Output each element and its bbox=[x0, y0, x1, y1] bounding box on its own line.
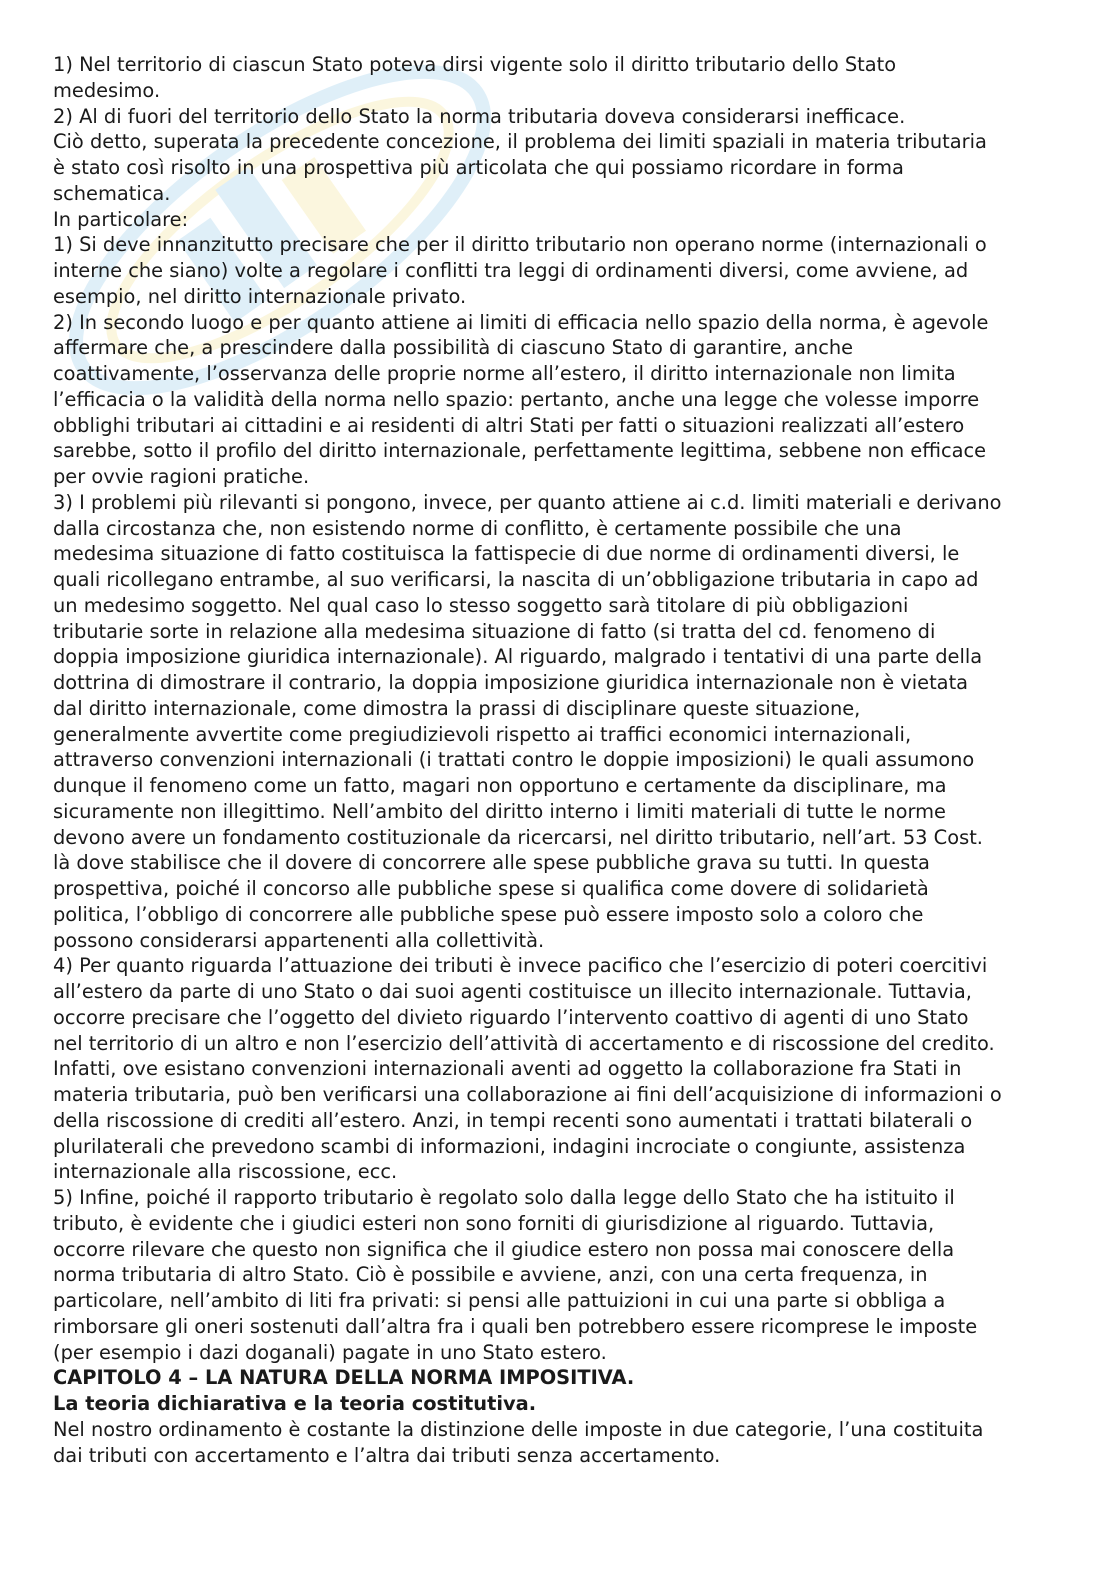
text-line: quali ricollegano entrambe, al suo verificarsi, la nascita di un’obbligazione tributaria in capo ad bbox=[53, 568, 979, 591]
text-line: là dove stabilisce che il dovere di concorrere alle spese pubbliche grava su tutti. In questa bbox=[53, 851, 930, 875]
text-line: 3) I problemi più rilevanti si pongono, invece, per quanto attiene ai c.d. limiti materiali e derivano bbox=[53, 490, 1002, 514]
text-line: interne che siano) volte a regolare i conflitti tra leggi di ordinamenti diversi, come avviene, ad bbox=[53, 259, 969, 282]
text-line: particolare, nell’ambito di liti fra privati: si pensi alle pattuizioni in cui una parte si obbliga a bbox=[53, 1289, 946, 1312]
text-line: Nel nostro ordinamento è costante la distinzione delle imposte in due categorie, l’una costituita bbox=[53, 1417, 984, 1441]
text-line: sarebbe, sotto il profilo del diritto internazionale, perfettamente legittima, sebbene non efficace bbox=[53, 439, 987, 463]
text-line: 1) Nel territorio di ciascun Stato poteva dirsi vigente solo il diritto tributario dello Stato bbox=[53, 53, 897, 76]
text-line: affermare che, a prescindere dalla possibilità di ciascuno Stato di garantire, anche bbox=[53, 336, 854, 360]
text-line: obblighi tributari ai cittadini e ai residenti di altri Stati per fatti o situazioni realizzati all’estero bbox=[53, 413, 965, 437]
section-heading: La teoria dichiarativa e la teoria costitutiva. bbox=[53, 1392, 537, 1415]
text-line: 5) Infine, poiché il rapporto tributario è regolato solo dalla legge dello Stato che ha istituito il bbox=[53, 1186, 955, 1209]
text-line: attraverso convenzioni internazionali (i trattati contro le doppie imposizioni) le quali assumono bbox=[53, 748, 975, 772]
text-line: dai tributi con accertamento e l’altra dai tributi senza accertamento. bbox=[53, 1443, 721, 1467]
text-line: per ovvie ragioni pratiche. bbox=[53, 465, 310, 488]
text-line: possono considerarsi appartenenti alla collettività. bbox=[53, 928, 545, 952]
text-line: politica, l’obbligo di concorrere alle pubbliche spese può essere imposto solo a coloro che bbox=[53, 902, 924, 926]
text-line: coattivamente, l’osservanza delle proprie norme all’estero, il diritto internazionale non limita bbox=[53, 362, 956, 385]
section-heading: CAPITOLO 4 – LA NATURA DELLA NORMA IMPOSITIVA. bbox=[53, 1366, 635, 1390]
text-line: medesimo. bbox=[53, 78, 161, 102]
text-line: materia tributaria, può ben verificarsi una collaborazione ai fini dell’acquisizione di informazioni o bbox=[53, 1083, 1002, 1106]
text-line: Ciò detto, superata la precedente concezione, il problema dei limiti spaziali in materia tributaria bbox=[53, 130, 987, 154]
text-line: 2) In secondo luogo e per quanto attiene ai limiti di efficacia nello spazio della norma, è agevole bbox=[53, 310, 989, 334]
text-line: In particolare: bbox=[53, 207, 189, 231]
text-line: esempio, nel diritto internazionale privato. bbox=[53, 284, 467, 308]
text-line: dunque il fenomeno come un fatto, magari non opportuno e certamente da disciplinare, ma bbox=[53, 774, 947, 797]
text-line: l’efficacia o la validità della norma nello spazio: pertanto, anche una legge che volesse imporre bbox=[53, 387, 980, 411]
text-line: schematica. bbox=[53, 181, 171, 205]
text-line: dal diritto internazionale, come dimostra la prassi di disciplinare queste situazione, bbox=[53, 696, 861, 720]
text-line: della riscossione di crediti all’estero. Anzi, in tempi recenti sono aumentati i trattati bilaterali o bbox=[53, 1108, 973, 1132]
text-line: occorre rilevare che questo non significa che il giudice estero non possa mai conoscere della bbox=[53, 1237, 955, 1261]
text-line: medesima situazione di fatto costituisca la fattispecie di due norme di ordinamenti diversi, le bbox=[53, 542, 960, 566]
text-line: tributo, è evidente che i giudici esteri non sono forniti di giurisdizione al riguardo. Tuttavia, bbox=[53, 1211, 935, 1235]
text-line: 1) Si deve innanzitutto precisare che per il diritto tributario non operano norme (internazionali o bbox=[53, 233, 987, 257]
text-line: è stato così risolto in una prospettiva più articolata che qui possiamo ricordare in forma bbox=[53, 156, 904, 179]
text-line: generalmente avvertite come pregiudizievoli rispetto ai traffici economici internazionali, bbox=[53, 722, 912, 746]
text-line: 4) Per quanto riguarda l’attuazione dei tributi è invece pacifico che l’esercizio di poteri coercitivi bbox=[53, 954, 988, 978]
text-line: rimborsare gli oneri sostenuti dall’altra fra i quali ben potrebbero essere ricomprese le imposte bbox=[53, 1314, 978, 1338]
text-line: plurilaterali che prevedono scambi di informazioni, indagini incrociate o congiunte, assistenza bbox=[53, 1134, 966, 1158]
text-line: prospettiva, poiché il concorso alle pubbliche spese si qualifica come dovere di solidarietà bbox=[53, 877, 929, 900]
text-line: norma tributaria di altro Stato. Ciò è possibile e avviene, anzi, con una certa frequenza, in bbox=[53, 1263, 928, 1287]
text-line: doppia imposizione giuridica internazionale). Al riguardo, malgrado i tentativi di una parte della bbox=[53, 645, 983, 669]
text-line: dottrina di dimostrare il contrario, la doppia imposizione giuridica internazionale non è vietata bbox=[53, 671, 969, 694]
text-line: all’estero da parte di uno Stato o dai suoi agenti costituisce un illecito internazionale. Tuttavia, bbox=[53, 980, 972, 1003]
text-line: internazionale alla riscossione, ecc. bbox=[53, 1160, 398, 1184]
document-page bbox=[53, 52, 1063, 1468]
text-line: devono avere un fondamento costituzionale da ricercarsi, nel diritto tributario, nell’art. 53 Cost. bbox=[53, 825, 983, 849]
text-line: Infatti, ove esistano convenzioni internazionali aventi ad oggetto la collaborazione fra Stati in bbox=[53, 1057, 962, 1081]
text-line: occorre precisare che l’oggetto del divieto riguardo l’intervento coattivo di agenti di uno Stato bbox=[53, 1005, 969, 1029]
text-line: tributarie sorte in relazione alla medesima situazione di fatto (si tratta del cd. fenomeno di bbox=[53, 619, 936, 643]
text-line: un medesimo soggetto. Nel qual caso lo stesso soggetto sarà titolare di più obbligazioni bbox=[53, 593, 909, 617]
text-line: (per esempio i dazi doganali) pagate in uno Stato estero. bbox=[53, 1340, 607, 1364]
text-line: sicuramente non illegittimo. Nell’ambito del diritto interno i limiti materiali di tutte le norme bbox=[53, 799, 946, 823]
text-line: dalla circostanza che, non esistendo norme di conflitto, è certamente possibile che una bbox=[53, 516, 902, 540]
text-line: nel territorio di un altro e non l’esercizio dell’attività di accertamento e di riscossione del credito. bbox=[53, 1031, 995, 1055]
text-line: 2) Al di fuori del territorio dello Stato la norma tributaria doveva considerarsi inefficace. bbox=[53, 104, 906, 128]
